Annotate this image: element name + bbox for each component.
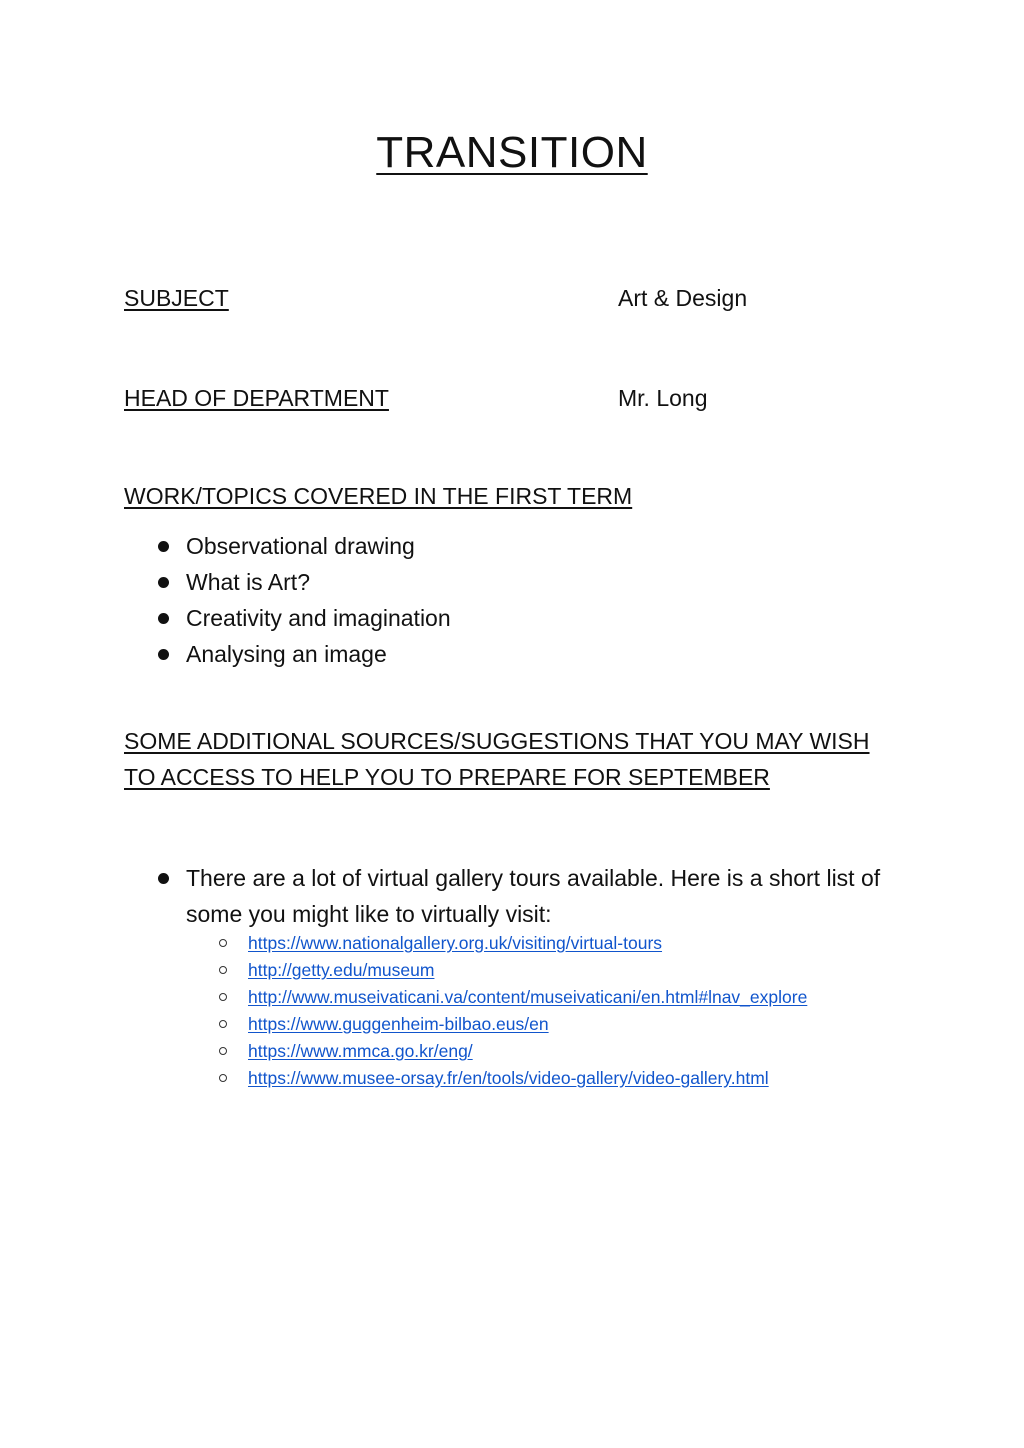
list-item <box>124 930 904 957</box>
additional-sources-heading <box>124 723 904 795</box>
list-item <box>124 957 904 984</box>
head-of-department-label: HEAD OF DEPARTMENT <box>124 385 389 411</box>
musee-orsay-link[interactable]: https://www.musee-orsay.fr/en/tools/video-gallery/video-gallery.html <box>248 1068 769 1088</box>
list-item <box>124 638 451 674</box>
bullet-icon <box>158 577 169 588</box>
bullet-icon <box>158 649 169 660</box>
hollow-bullet-icon <box>219 1074 227 1082</box>
additional-heading-line1: SOME ADDITIONAL SOURCES/SUGGESTIONS THAT YOU MAY WISH <box>124 728 870 754</box>
list-item <box>124 566 451 602</box>
getty-museum-link[interactable]: http://getty.edu/museum <box>248 960 435 980</box>
bullet-icon <box>158 541 169 552</box>
hollow-bullet-icon <box>219 1047 227 1055</box>
topic-text: What is Art? <box>186 569 310 595</box>
additional-heading-line2: TO ACCESS TO HELP YOU TO PREPARE FOR SEPTEMBER <box>124 764 770 790</box>
mmca-link[interactable]: https://www.mmca.go.kr/eng/ <box>248 1041 473 1061</box>
gallery-links-list <box>124 930 904 1092</box>
list-item <box>124 1038 904 1065</box>
hollow-bullet-icon <box>219 1020 227 1028</box>
bullet-icon <box>158 613 169 624</box>
topics-heading <box>124 478 904 514</box>
list-item <box>124 860 904 932</box>
list-item <box>124 602 451 638</box>
hollow-bullet-icon <box>219 966 227 974</box>
list-item <box>124 1065 904 1092</box>
list-item <box>124 1011 904 1038</box>
national-gallery-link[interactable]: https://www.nationalgallery.org.uk/visiting/virtual-tours <box>248 933 663 953</box>
topics-heading-text: WORK/TOPICS COVERED IN THE FIRST TERM <box>124 483 633 509</box>
page-title: TRANSITION <box>376 128 648 177</box>
hollow-bullet-icon <box>219 993 227 1001</box>
tours-intro-text: There are a lot of virtual gallery tours available. Here is a short list of some you might like to virtually visit: <box>186 865 881 927</box>
guggenheim-bilbao-link[interactable]: https://www.guggenheim-bilbao.eus/en <box>248 1014 549 1034</box>
virtual-tours-section <box>124 860 904 1094</box>
list-item <box>124 984 904 1011</box>
topics-list <box>124 530 451 674</box>
list-item <box>124 530 451 566</box>
hollow-bullet-icon <box>219 939 227 947</box>
subject-label: SUBJECT <box>124 285 229 311</box>
bullet-icon <box>158 873 169 884</box>
vatican-museums-link[interactable]: http://www.museivaticani.va/content/museivaticani/en.html#lnav_explore <box>248 987 808 1007</box>
topic-text: Observational drawing <box>186 533 415 559</box>
head-of-department-value: Mr. Long <box>618 385 708 411</box>
topic-text: Analysing an image <box>186 641 387 667</box>
subject-value: Art & Design <box>618 285 748 311</box>
topic-text: Creativity and imagination <box>186 605 451 631</box>
